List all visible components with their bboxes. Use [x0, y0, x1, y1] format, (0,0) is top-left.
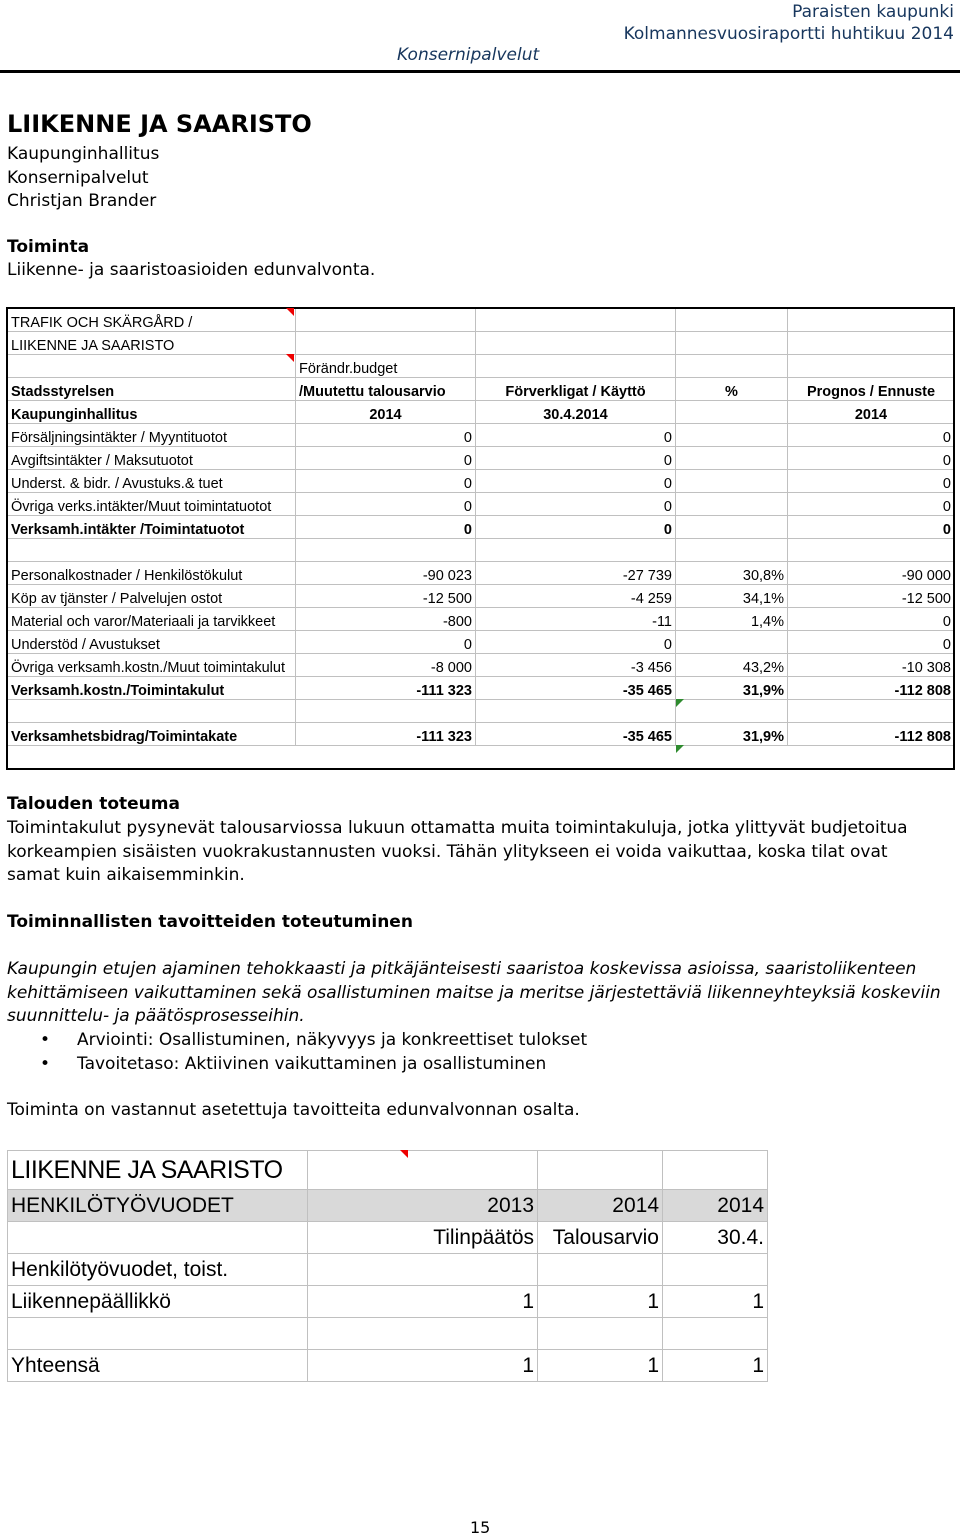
comment-marker	[676, 745, 684, 753]
budget-year: 2014	[296, 401, 476, 424]
row-pct: 43,2%	[676, 654, 788, 677]
row-pct	[676, 447, 788, 470]
row-actual: 0	[476, 447, 676, 470]
col3-label: 30.4.	[663, 1222, 768, 1254]
goals-text: Kaupungin etujen ajaminen tehokkaasti ja pitkäjänteisesti saaristoa koskevissa asioissa, saaristoliikenteen kehittämiseen vaikuttaminen sekä osallistuminen maitse ja meritse järjestettäviä liikenneyhteyksiä koskeviin suunnittelu- ja päätösprosesseihin.	[7, 959, 941, 1026]
total-label: Yhteensä	[8, 1350, 308, 1382]
header-section: Konsernipalvelut	[397, 45, 540, 65]
operations-heading: Toiminta	[7, 237, 90, 257]
row-budget: -90 023	[296, 562, 476, 585]
org-2: Kaupunginhallitus	[8, 401, 296, 424]
operations-text: Liikenne- ja saaristoasioiden edunvalvonta.	[7, 260, 376, 280]
row-forecast: -12 500	[788, 585, 955, 608]
row-forecast: -10 308	[788, 654, 955, 677]
row-actual: -35 465	[476, 677, 676, 700]
org-1: Stadsstyrelsen	[8, 378, 296, 401]
row-actual: -11	[476, 608, 676, 631]
finance-title-1: TRAFIK OCH SKÄRGÅRD /	[8, 309, 296, 332]
col-actual: Förverkligat / Käyttö	[476, 378, 676, 401]
row-label: Avgiftsintäkter / Maksutuotot	[8, 447, 296, 470]
row-pct	[676, 516, 788, 539]
row-forecast: -112 808	[788, 723, 955, 746]
row-budget: 0	[296, 470, 476, 493]
row-forecast: -112 808	[788, 677, 955, 700]
row-budget: 0	[296, 447, 476, 470]
row-actual: -3 456	[476, 654, 676, 677]
list-item: • Tavoitetaso: Aktiivinen vaikuttaminen ja osallistuminen	[7, 1053, 947, 1077]
col1-year: 2013	[308, 1190, 538, 1222]
table-row	[8, 1286, 768, 1318]
unit-title: LIIKENNE JA SAARISTO	[7, 110, 312, 138]
economy-heading: Talouden toteuma	[7, 794, 180, 814]
total-row	[8, 1350, 768, 1382]
comment-marker	[286, 308, 294, 316]
forecast-year: 2014	[788, 401, 955, 424]
row-pct: 34,1%	[676, 585, 788, 608]
row-label: Understöd / Avustukset	[8, 631, 296, 654]
comment-marker	[676, 699, 684, 707]
table-row	[8, 631, 955, 654]
row-budget: 0	[296, 631, 476, 654]
row-budget: -12 500	[296, 585, 476, 608]
row-v3: 1	[663, 1286, 768, 1318]
row-forecast: 0	[788, 516, 955, 539]
total-v3: 1	[663, 1350, 768, 1382]
finance-table	[7, 308, 955, 746]
row-budget: -800	[296, 608, 476, 631]
finance-title-2: LIIKENNE JA SAARISTO	[8, 332, 296, 355]
row-label: Köp av tjänster / Palvelujen ostot	[8, 585, 296, 608]
row-label: Liikennepäällikkö	[8, 1286, 308, 1318]
row-actual: 0	[476, 631, 676, 654]
row-actual: 0	[476, 493, 676, 516]
col-budget-1: Förändr.budget	[296, 355, 476, 378]
row-pct: 1,4%	[676, 608, 788, 631]
row-pct	[676, 493, 788, 516]
row-pct	[676, 631, 788, 654]
col1-label: Tilinpäätös	[308, 1222, 538, 1254]
staff-table	[7, 1150, 768, 1382]
row-pct: 31,9%	[676, 723, 788, 746]
row-v1: 1	[308, 1286, 538, 1318]
row-label: Övriga verksamh.kostn./Muut toimintakulut	[8, 654, 296, 677]
table-row	[8, 562, 955, 585]
row-v2: 1	[538, 1286, 663, 1318]
col-forecast: Prognos / Ennuste	[788, 378, 955, 401]
staff-title: LIIKENNE JA SAARISTO	[8, 1151, 308, 1190]
col-budget-2: /Muutettu talousarvio	[296, 378, 476, 401]
col2-label: Talousarvio	[538, 1222, 663, 1254]
row-budget: 0	[296, 516, 476, 539]
total-v2: 1	[538, 1350, 663, 1382]
row-actual: -27 739	[476, 562, 676, 585]
row-pct: 31,9%	[676, 677, 788, 700]
row-label: Försäljningsintäkter / Myyntituotot	[8, 424, 296, 447]
unit-line-3: Christjan Brander	[7, 191, 157, 211]
row-label: Verksamhetsbidrag/Toimintakate	[8, 723, 296, 746]
table-row	[8, 654, 955, 677]
row-label: Material och varor/Materiaali ja tarvikkeet	[8, 608, 296, 631]
staff-group: Henkilötyövuodet, toist.	[8, 1254, 308, 1286]
row-forecast: 0	[788, 447, 955, 470]
table-row	[8, 447, 955, 470]
row-actual: 0	[476, 516, 676, 539]
income-total-row	[8, 516, 955, 539]
row-forecast: 0	[788, 470, 955, 493]
row-actual: -35 465	[476, 723, 676, 746]
row-forecast: 0	[788, 631, 955, 654]
row-label: Personalkostnader / Henkilöstökulut	[8, 562, 296, 585]
row-label: Underst. & bidr. / Avustuks.& tuet	[8, 470, 296, 493]
comment-marker	[400, 1150, 408, 1158]
row-budget: 0	[296, 424, 476, 447]
comment-marker	[286, 354, 294, 362]
col3-year: 2014	[663, 1190, 768, 1222]
table-row	[8, 585, 955, 608]
row-pct: 30,8%	[676, 562, 788, 585]
row-pct	[676, 470, 788, 493]
goals-conclusion: Toiminta on vastannut asetettuja tavoitteita edunvalvonnan osalta.	[7, 1100, 580, 1120]
row-actual: 0	[476, 470, 676, 493]
row-actual: -4 259	[476, 585, 676, 608]
table-row	[8, 608, 955, 631]
row-forecast: 0	[788, 493, 955, 516]
table-row	[8, 493, 955, 516]
row-pct	[676, 424, 788, 447]
row-forecast: 0	[788, 608, 955, 631]
row-label: Övriga verks.intäkter/Muut toimintatuotot	[8, 493, 296, 516]
row-budget: -111 323	[296, 677, 476, 700]
margin-row	[8, 723, 955, 746]
row-budget: -8 000	[296, 654, 476, 677]
row-budget: -111 323	[296, 723, 476, 746]
col-pct: %	[676, 378, 788, 401]
actual-date: 30.4.2014	[476, 401, 676, 424]
goals-list	[7, 1029, 947, 1076]
unit-line-1: Kaupunginhallitus	[7, 144, 160, 164]
header-report: Kolmannesvuosiraportti huhtikuu 2014	[623, 24, 954, 44]
table-row	[8, 424, 955, 447]
total-v1: 1	[308, 1350, 538, 1382]
row-actual: 0	[476, 424, 676, 447]
row-label: Verksamh.intäkter /Toimintatuotot	[8, 516, 296, 539]
unit-line-2: Konsernipalvelut	[7, 168, 149, 188]
header-rule	[0, 70, 960, 73]
header-city: Paraisten kaupunki	[792, 2, 954, 22]
row-forecast: -90 000	[788, 562, 955, 585]
row-label: Verksamh.kostn./Toimintakulut	[8, 677, 296, 700]
table-row	[8, 470, 955, 493]
goals-heading: Toiminnallisten tavoitteiden toteutuminen	[7, 912, 413, 932]
page-number: 15	[470, 1518, 491, 1537]
row-forecast: 0	[788, 424, 955, 447]
row-budget: 0	[296, 493, 476, 516]
economy-text: Toimintakulut pysynevät talousarviossa lukuun ottamatta muita toimintakuluja, jotka ylittyvät budjetoitua korkeampien sisäisten vuokrakustannusten vuoksi. Tähän ylitykseen ei voida vaikuttaa, koska tilat ovat samat kuin aikaisemminkin.	[7, 818, 908, 885]
staff-subtitle: HENKILÖTYÖVUODET	[8, 1190, 308, 1222]
col2-year: 2014	[538, 1190, 663, 1222]
cost-total-row	[8, 677, 955, 700]
list-item: • Arviointi: Osallistuminen, näkyvyys ja konkreettiset tulokset	[7, 1029, 947, 1053]
